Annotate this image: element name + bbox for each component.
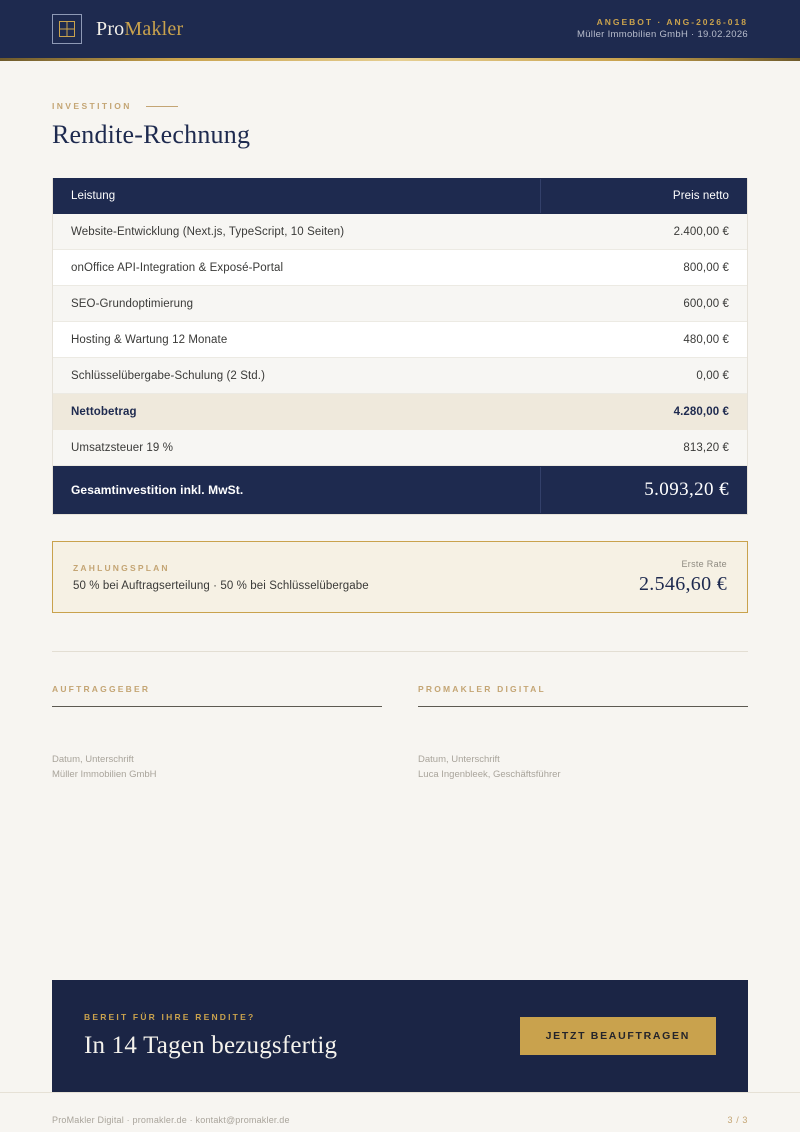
cta-title: In 14 Tagen bezugsfertig: [84, 1032, 338, 1059]
column-header-service: Leistung: [71, 190, 116, 202]
signature-divider: [52, 651, 748, 652]
table-row: [53, 214, 747, 250]
brand-name: [96, 18, 183, 41]
line-item-value: 800,00 €: [683, 261, 729, 274]
signature-label: AUFTRAGGEBER: [52, 684, 151, 694]
line-item-value: 0,00 €: [696, 369, 729, 382]
document-footer: [0, 1092, 800, 1132]
signature-caption: [52, 753, 382, 782]
page-number: 3 / 3: [727, 1114, 748, 1125]
payment-plan-box: [52, 541, 748, 613]
signature-block-agency: [418, 684, 748, 782]
section-eyebrow: [52, 101, 748, 111]
payment-plan-description: 50 % bei Auftragserteilung · 50 % bei Schlüsselübergabe: [73, 579, 369, 592]
grand-total-label: Gesamtinvestition inkl. MwSt.: [71, 483, 244, 497]
table-row: [53, 250, 747, 286]
page-title: Rendite-Rechnung: [52, 120, 251, 149]
line-item-label: SEO-Grundoptimierung: [71, 297, 194, 310]
signature-caption: [418, 753, 748, 782]
signature-caption-line1: Datum, Unterschrift: [52, 754, 134, 765]
signature-line[interactable]: [52, 706, 382, 707]
table-row: [53, 286, 747, 322]
window-grid-icon: [52, 14, 82, 44]
document-header: [0, 0, 800, 58]
brand-name-pro: Pro: [96, 17, 125, 40]
line-item-label: Hosting & Wartung 12 Monate: [71, 333, 228, 346]
grand-total-row: [53, 466, 747, 514]
signature-caption-line1: Datum, Unterschrift: [418, 754, 500, 765]
order-now-button[interactable]: JETZT BEAUFTRAGEN: [520, 1017, 716, 1055]
column-header-price: Preis netto: [540, 179, 747, 213]
line-item-label: Website-Entwicklung (Next.js, TypeScript, 10 Seiten): [71, 225, 345, 238]
cta-text-group: [84, 1012, 337, 1060]
line-item-label: Schlüsselübergabe-Schulung (2 Std.): [71, 369, 266, 382]
document-meta: [577, 16, 748, 43]
subtotal-label: Nettobetrag: [71, 406, 137, 418]
layout-spacer: [52, 782, 748, 826]
brand-lockup: [52, 14, 183, 44]
document-body: [0, 61, 800, 980]
subtotal-value: 4.280,00 €: [673, 406, 729, 418]
grand-total-value: 5.093,20 €: [540, 467, 747, 513]
client-and-date: Müller Immobilien GmbH · 19.02.2026: [576, 29, 748, 41]
cta-banner: [52, 980, 748, 1092]
line-item-label: onOffice API-Integration & Exposé-Portal: [71, 261, 284, 274]
signature-line[interactable]: [418, 706, 748, 707]
cta-eyebrow: BEREIT FÜR IHRE RENDITE?: [84, 1012, 256, 1022]
payment-plan-label: ZAHLUNGSPLAN: [73, 562, 170, 573]
eyebrow-rule-icon: [146, 106, 178, 107]
footer-contact: ProMakler Digital · promakler.de · kontakt@promakler.de: [52, 1114, 290, 1125]
table-header-row: [53, 178, 747, 214]
signature-label: PROMAKLER DIGITAL: [418, 684, 546, 694]
section-eyebrow-label: INVESTITION: [52, 101, 132, 111]
first-rate-value: 2.546,60 €: [639, 572, 727, 595]
line-item-value: 2.400,00 €: [673, 225, 729, 238]
tax-value: 813,20 €: [683, 441, 729, 454]
table-row: [53, 358, 747, 394]
signature-caption-line2: Müller Immobilien GmbH: [52, 768, 157, 780]
signature-block-client: [52, 684, 382, 782]
first-rate-label: Erste Rate: [681, 558, 727, 569]
payment-plan-details: [73, 563, 369, 592]
signature-area: [52, 684, 748, 782]
subtotal-row: [53, 394, 747, 430]
table-row: [53, 322, 747, 358]
line-item-value: 480,00 €: [683, 333, 729, 346]
first-rate-block: [639, 559, 727, 596]
brand-name-makler: Makler: [124, 17, 184, 40]
tax-row: [53, 430, 747, 466]
signature-caption-line2: Luca Ingenbleek, Geschäftsführer: [418, 768, 561, 780]
pricing-table: [52, 178, 748, 515]
line-item-value: 600,00 €: [683, 297, 729, 310]
tax-label: Umsatzsteuer 19 %: [71, 441, 174, 454]
offer-reference: ANGEBOT · ANG-2026-018: [596, 16, 748, 27]
